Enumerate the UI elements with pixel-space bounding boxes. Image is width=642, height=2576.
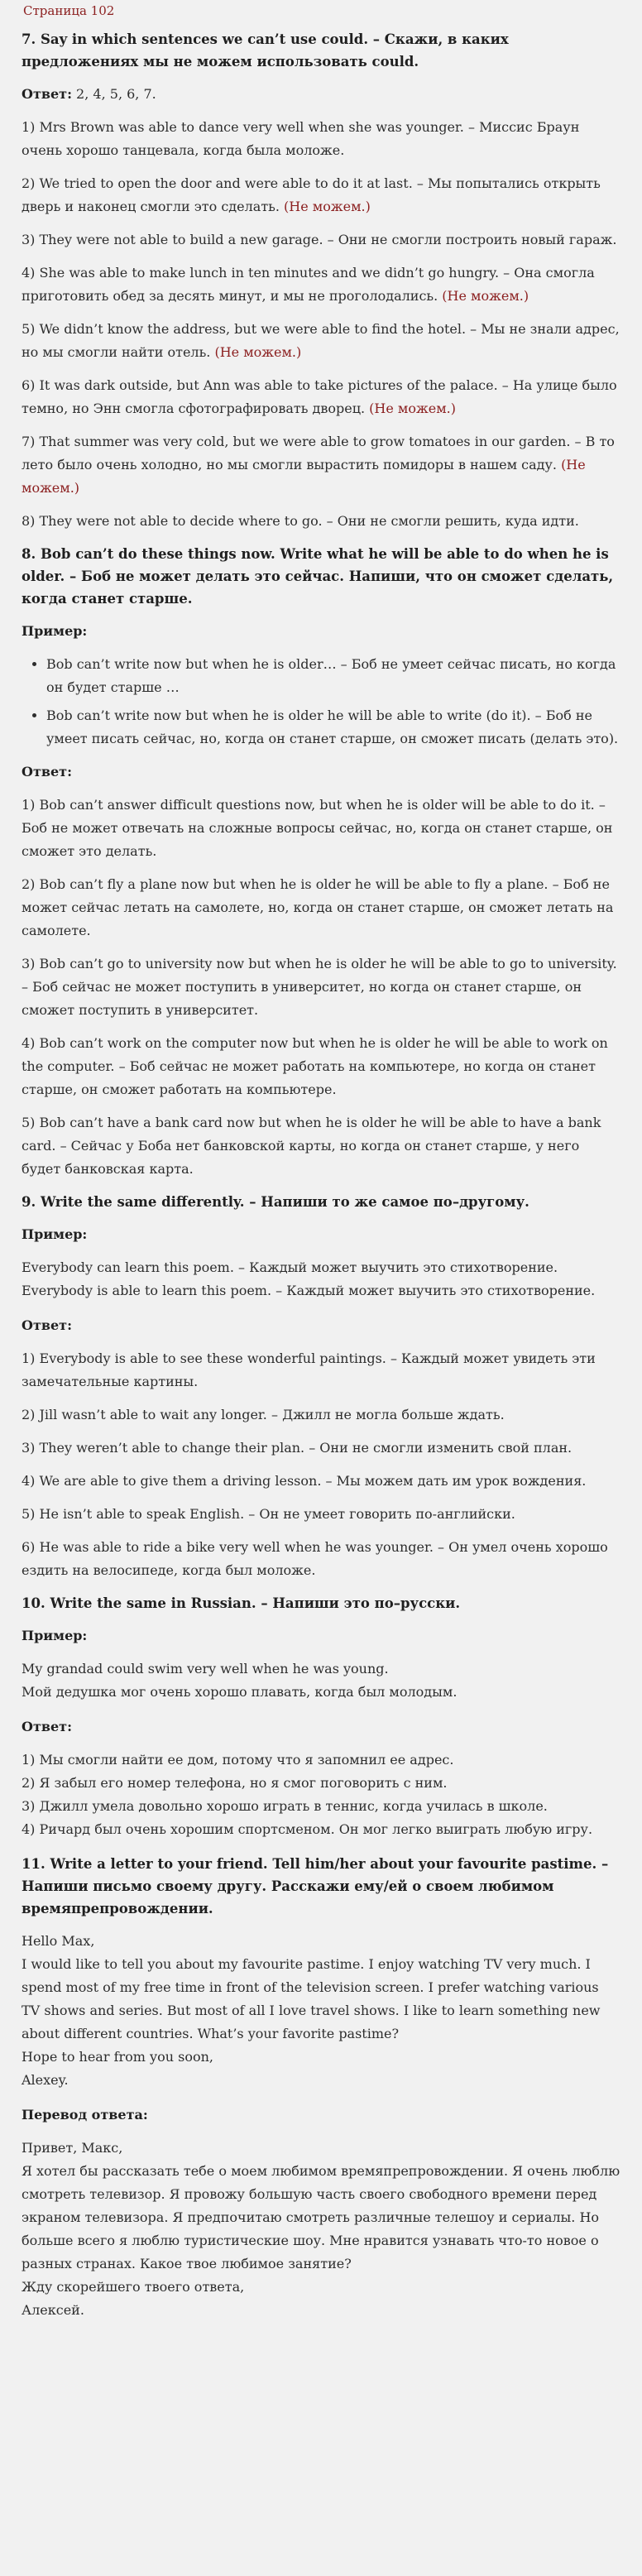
exercise-9-item-3: 3) They weren’t able to change their plan. – Они не смогли изменить свой план. <box>22 1440 573 1456</box>
answer-label: Ответ: <box>22 1317 72 1333</box>
page-content <box>0 2 642 2322</box>
exercise-7-title: 7. Say in which sentences we can’t use could. – Скажи, в каких предложениях мы не можем использовать could. <box>22 31 509 70</box>
letter <box>22 1930 620 2092</box>
exercise-7-answer <box>22 83 620 106</box>
translation-label: Перевод ответа: <box>22 2107 148 2123</box>
answer-line: 1) Мы смогли найти ее дом, потому что я запомнил ее адрес. <box>22 1752 454 1768</box>
exercise-8-item-2: 2) Bob can’t fly a plane now but when he is older he will be able to fly a plane. – Боб не может сейчас летать на самолете, но, когда он станет старше, он сможет летать на самолете. <box>22 876 614 938</box>
exercise-8-item-4: 4) Bob can’t work on the computer now but when he is older he will be able to work on the computer. – Боб сейчас не может работать на компьютере, но когда он станет старше, он сможет работать на компьютере. <box>22 1035 608 1097</box>
example-line: Everybody can learn this poem. – Каждый может выучить это стихотворение. <box>22 1259 558 1275</box>
note: (Не можем.) <box>214 344 302 360</box>
letter-body: I would like to tell you about my favourite pastime. I enjoy watching TV very much. I spend most of my free time in front of the television screen. I prefer watching various TV shows and series. But most of all I love travel shows. I like to learn something new about different countries. What’s your favorite pastime? <box>22 1956 601 2041</box>
letter-signature: Alexey. <box>22 2072 69 2088</box>
translation-signature: Алексей. <box>22 2302 84 2318</box>
letter-closing: Hope to hear from you soon, <box>22 2049 213 2065</box>
exercise-9-item-5: 5) He isn’t able to speak English. – Он не умеет говорить по-английски. <box>22 1506 515 1522</box>
exercise-7-item-5: 5) We didn’t know the address, but we were able to find the hotel. – Мы не знали адрес, но мы смогли найти отель. (Не можем.) <box>22 321 620 360</box>
example-line: Мой дедушка мог очень хорошо плавать, когда был молодым. <box>22 1684 458 1700</box>
answer-value: 2, 4, 5, 6, 7. <box>71 86 156 102</box>
example-label: Пример: <box>22 623 88 639</box>
answer-line: 4) Ричард был очень хорошим спортсменом. Он мог легко выиграть любую игру. <box>22 1821 593 1837</box>
exercise-7-item-1: 1) Mrs Brown was able to dance very well when she was younger. – Миссис Браун очень хорошо танцевала, когда была моложе. <box>22 119 580 158</box>
example-label: Пример: <box>22 1628 88 1643</box>
exercise-8-title: 8. Bob can’t do these things now. Write what he will be able to do when he is older. – Боб не может делать это сейчас. Напиши, что он сможет сделать, когда станет старше. <box>22 546 614 607</box>
exercise-9-item-1: 1) Everybody is able to see these wonderful paintings. – Каждый может увидеть эти замечательные картины. <box>22 1350 596 1389</box>
answer-label: Ответ: <box>22 1719 72 1734</box>
exercise-10-title: 10. Write the same in Russian. – Напиши это по–русски. <box>22 1595 461 1611</box>
list-item: • Bob can’t write now but when he is older… – Боб не умеет сейчас писать, но когда он будет старше … <box>46 653 620 699</box>
example-line: Everybody is able to learn this poem. – Каждый может выучить это стихотворение. <box>22 1283 596 1298</box>
example-block <box>22 1256 620 1302</box>
exercise-7-item-4: 4) She was able to make lunch in ten minutes and we didn’t go hungry. – Она смогла приготовить обед за десять минут, и мы не проголодались. (Не можем.) <box>22 265 595 304</box>
note: (Не можем.) <box>442 288 529 304</box>
translation-body: Я хотел бы рассказать тебе о моем любимом времяпрепровождении. Я очень люблю смотреть телевизор. Я провожу большую часть своего свободного времени перед экраном телевизора. Я предпочитаю смотреть различные телешоу и сериалы. Но больше всего я люблю туристические шоу. Мне нравится узнавать что-то новое о разных странах. Какое твое любимое занятие? <box>22 2163 620 2271</box>
exercise-9-item-6: 6) He was able to ride a bike very well when he was younger. – Он умел очень хорошо ездить на велосипеде, когда был моложе. <box>22 1539 608 1578</box>
example-list <box>22 653 620 751</box>
answer-line: 2) Я забыл его номер телефона, но я смог поговорить с ним. <box>22 1775 448 1791</box>
answer-block <box>22 1749 620 1841</box>
exercise-7-item-6: 6) It was dark outside, but Ann was able to take pictures of the palace. – На улице было темно, но Энн смогла сфотографировать дворец. (Не можем.) <box>22 377 617 416</box>
exercise-7-item-7: 7) That summer was very cold, but we were able to grow tomatoes in our garden. – В то лето было очень холодно, но мы смогли вырастить помидоры в нашем саду. (Не можем.) <box>22 434 615 496</box>
exercise-11-title: 11. Write a letter to your friend. Tell him/her about your favourite pastime. – Напиши письмо своему другу. Расскажи ему/ей о своем любимом времяпрепровождении. <box>22 1856 609 1916</box>
page-number: Страница 102 <box>23 3 115 18</box>
letter-translation <box>22 2137 620 2322</box>
letter-greeting: Hello Max, <box>22 1933 95 1949</box>
exercise-8-item-3: 3) Bob can’t go to university now but when he is older he will be able to go to university. – Боб сейчас не может поступить в университет, но когда он станет старше, он сможет поступить в университет. <box>22 956 617 1018</box>
example-line: My grandad could swim very well when he was young. <box>22 1661 389 1677</box>
answer-line: 3) Джилл умела довольно хорошо играть в теннис, когда училась в школе. <box>22 1798 548 1814</box>
answer-label: Ответ: <box>22 86 72 102</box>
exercise-9-item-4: 4) We are able to give them a driving lesson. – Мы можем дать им урок вождения. <box>22 1473 587 1489</box>
exercise-9-title: 9. Write the same differently. – Напиши то же самое по–другому. <box>22 1194 529 1210</box>
exercise-7-item-2: 2) We tried to open the door and were able to do it at last. – Мы попытались открыть дверь и наконец смогли это сделать. (Не можем.) <box>22 175 601 214</box>
exercise-8-item-1: 1) Bob can’t answer difficult questions now, but when he is older will be able to do it. – Боб не может отвечать на сложные вопросы сейчас, но, когда он станет старше, он сможет это делать. <box>22 797 613 859</box>
note: (Не можем.) <box>369 401 456 416</box>
note: (Не можем.) <box>22 457 586 496</box>
exercise-8-item-5: 5) Bob can’t have a bank card now but when he is older he will be able to have a bank card. – Сейчас у Боба нет банковской карты, но когда он станет старше, у него будет банковская карта. <box>22 1115 601 1177</box>
exercise-7-item-3: 3) They were not able to build a new garage. – Они не смогли построить новый гараж. <box>22 232 617 247</box>
exercise-9-item-2: 2) Jill wasn’t able to wait any longer. – Джилл не могла больше ждать. <box>22 1407 505 1422</box>
answer-label: Ответ: <box>22 764 72 780</box>
translation-closing: Жду скорейшего твоего ответа, <box>22 2279 245 2295</box>
list-item: • Bob can’t write now but when he is older he will be able to write (do it). – Боб не умеет писать сейчас, но, когда он станет старше, он сможет писать (делать это). <box>46 704 620 751</box>
example-label: Пример: <box>22 1226 88 1242</box>
note: (Не можем.) <box>284 199 371 214</box>
exercise-7-item-8: 8) They were not able to decide where to go. – Они не смогли решить, куда идти. <box>22 513 579 529</box>
translation-greeting: Привет, Макс, <box>22 2140 123 2156</box>
example-block <box>22 1657 620 1704</box>
